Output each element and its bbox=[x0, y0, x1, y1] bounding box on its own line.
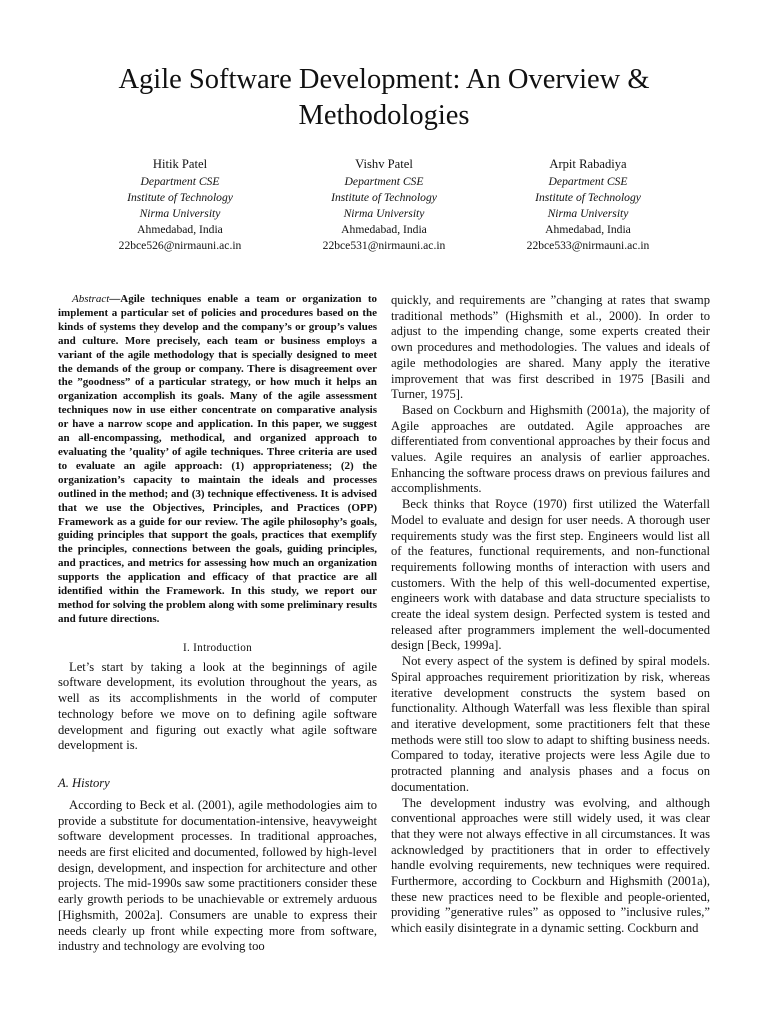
title-line-1: Agile Software Development: An Overview & bbox=[118, 64, 650, 95]
author-block bbox=[78, 155, 690, 254]
author-city: Ahmedabad, India bbox=[137, 222, 223, 236]
body-paragraph: Not every aspect of the system is defined by spiral models. Spiral approaches requirement prioritization by risk, whereas iterative development constructs the system based on functionality. Although Waterfall was less flexible than spiral and iterative development, some practitioners felt that these methods were still too slow to adapt to shifting business needs. Compared to today, iterative projects were less Agile due to protracted planning and analysis phases and a focus on documentation. bbox=[391, 654, 710, 794]
author-name: Vishv Patel bbox=[355, 157, 413, 171]
author-name: Arpit Rabadiya bbox=[549, 157, 627, 171]
paper-title bbox=[40, 62, 728, 134]
body-paragraph: The development industry was evolving, and although conventional approaches were still widely used, it was clear that they were not always effective in all circumstances. It was acknowledged by practitioners that in order to effectively handle evolving requirements, new techniques were required. Furthermore, according to Cockburn and Highsmith (2001a), these new practices need to be flexible and people-oriented, providing ”generative rules” as opposed to ”inclusive rules,” which easily disintegrate in a dynamic setting. Cockburn and bbox=[391, 795, 710, 936]
author-3 bbox=[486, 155, 690, 254]
title-line-2: Methodologies bbox=[298, 100, 470, 131]
author-university: Nirma University bbox=[139, 206, 221, 220]
author-email: 22bce533@nirmauni.ac.in bbox=[526, 238, 650, 252]
abstract-paragraph bbox=[58, 293, 377, 627]
section-heading-introduction: I. Introduction bbox=[182, 641, 253, 654]
author-department: Department CSE bbox=[140, 175, 220, 188]
author-institute: Institute of Technology bbox=[331, 190, 437, 204]
body-paragraph: Beck thinks that Royce (1970) first utilized the Waterfall Model to evaluate and design for user needs. A thorough user requirements study was the first step. Engineers would list all of the features, functional requirements, and non-functional requirements following months of interaction with users and customers. With the help of this well-documented expertise, engineers work with database and data structure specialists to create the ideal system design. Perfected system is tested and released after programmers implement the well-documented design [Beck, 1999a]. bbox=[391, 497, 710, 653]
author-email: 22bce531@nirmauni.ac.in bbox=[322, 238, 446, 252]
right-column bbox=[391, 293, 710, 937]
history-paragraph: According to Beck et al. (2001), agile methodologies aim to provide a substitute for documentation-intensive, heavyweight software development processes. In traditional approaches, needs are first elicited and documented, followed by high-level design, development, and inspection for architecture and other projects. The mid-1990s saw some practitioners consider these early growth periods to be unachievable or extremely arduous [Highsmith, 2002a]. Consumers are unable to express their needs clearly up front while expecting more from software, industry and technology are evolving too bbox=[58, 797, 377, 954]
body-paragraph: Based on Cockburn and Highsmith (2001a), the majority of Agile approaches are outdated. Agile approaches are differentiated from conventional approaches by their focus and values. Agile requires an analysis of earlier approaches. Enhancing the software process draws on previous failures and accomplishments. bbox=[391, 402, 710, 496]
abstract-text: —Agile techniques enable a team or organization to implement a particular set of policies and procedures based on the kinds of systems they develop and the company’s or group’s values and culture. More precisely, each team or business employs a variant of the agile methodology that is specially designed to meet the demands of the group or company. There is disagreement over the ”goodness” of a particular strategy, or how much it helps an organization accomplish its goals. Many of the agile assessment techniques now in use either concentrate on comparative analysis or have a narrow scope and application. In this paper, we suggest an all-encompassing, methodical, and organized approach to evaluating the ’quality’ of agile techniques. Three criteria are used to evaluate an agile approach: (1) appropriateness; (2) the organization’s capacity to maintain the ideals and processes outlined in the method; and (3) technique effectiveness. It is advised that we use the Objectives, Principles, and Practices (OPP) Framework as a guide for our review. The agile philosophy’s goals, guiding principles that support the goals, practices that exemplify the principles, connections between the goals, guiding principles, and practices, and metrics for assessing how much an organization supports the application and efficacy of that practice are all identified within the Framework. In this study, we report our method for solving the problem along with some preliminary results and future directions. bbox=[58, 293, 377, 625]
intro-paragraph: Let’s start by taking a look at the beginnings of agile software development, its evolution throughout the years, as well as its accomplishments in the world of computer technology before we move on to defining agile software development and figuring out exactly what agile software development is. bbox=[58, 659, 377, 753]
left-column bbox=[58, 293, 377, 955]
author-university: Nirma University bbox=[343, 206, 425, 220]
author-1 bbox=[78, 155, 282, 254]
author-institute: Institute of Technology bbox=[535, 190, 641, 204]
author-city: Ahmedabad, India bbox=[341, 222, 427, 236]
abstract-label: Abstract bbox=[72, 293, 110, 305]
author-department: Department CSE bbox=[548, 175, 628, 188]
body-paragraph: quickly, and requirements are ”changing at rates that swamp traditional methods” (Highsmith et al., 2000). In order to adjust to the impending change, some experts created their own procedures and methodologies. The values and ideals of agile methodologies are shared. Many apply the iterative improvement that was first described in 1975 [Basili and Turner, 1975]. bbox=[391, 293, 710, 402]
author-email: 22bce526@nirmauni.ac.in bbox=[118, 238, 242, 252]
author-institute: Institute of Technology bbox=[127, 190, 233, 204]
author-name: Hitik Patel bbox=[152, 157, 208, 171]
author-city: Ahmedabad, India bbox=[545, 222, 631, 236]
author-university: Nirma University bbox=[547, 206, 629, 220]
author-department: Department CSE bbox=[344, 175, 424, 188]
author-2 bbox=[282, 155, 486, 254]
subsection-heading-history: A. History bbox=[58, 775, 110, 790]
